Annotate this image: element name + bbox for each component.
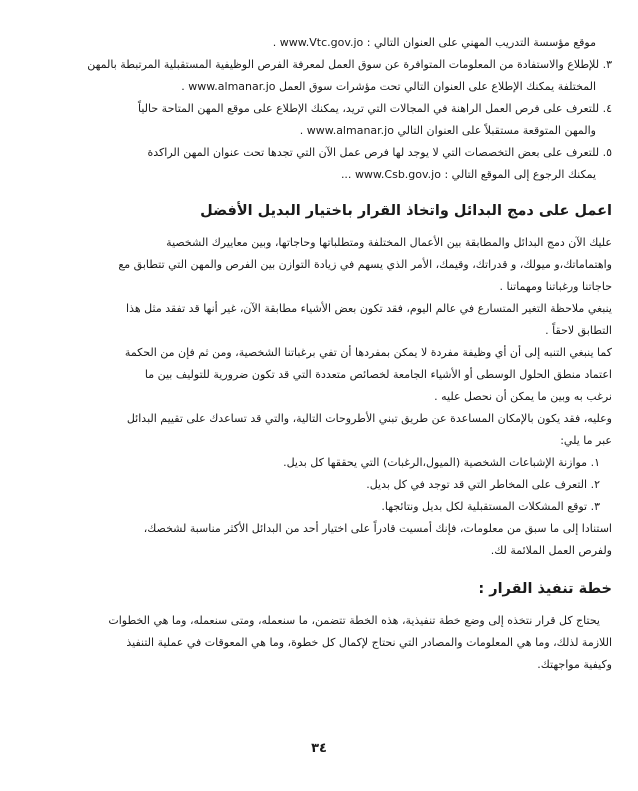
list-item: ٤. للتعرف على فرص العمل الراهنة في المجالات التي تريد، يمكنك الإطلاع على موقع المهن المتاحة حالياً xyxy=(138,102,612,115)
paragraph-line: نرغب به وبين ما يمكن أن نحصل عليه . xyxy=(434,390,612,403)
paragraph-line: اللازمة لذلك، وما هي المعلومات والمصادر التي نحتاج لإكمال كل خطوة، وما هي المعوقات في عملية التنفيذ xyxy=(126,636,612,649)
text-line: والمهن المتوقعة مستقبلاً على العنوان التالي www.almanar.jo . xyxy=(299,124,596,137)
paragraph-line: التطابق لاحقاً . xyxy=(545,324,612,337)
text-line: يمكنك الرجوع إلى الموقع التالي : www.Csb.gov.jo ... xyxy=(340,168,596,181)
section-heading: اعمل على دمج البدائل واتخاذ القرار باختيار البديل الأفضل xyxy=(200,203,612,219)
list-item: ٢. التعرف على المخاطر التي قد توجد في كل بديل. xyxy=(366,478,600,491)
list-item: ١. موازنة الإشباعات الشخصية (الميول،الرغبات) التي يحققها كل بديل. xyxy=(283,456,600,469)
paragraph-line: يحتاج كل قرار نتخذه إلى وضع خطة تنفيذية، هذه الخطة تتضمن، ما سنعمله، ومتى سنعمله، وما هي الخطوات xyxy=(108,614,600,627)
list-item: ٣. للإطلاع والاستفادة من المعلومات المتوافرة عن سوق العمل لمعرفة الفرص الوظيفية المستقبلية المرتبطة بالمهن xyxy=(87,58,612,71)
text-line: المختلفة يمكنك الإطلاع على العنوان التالي تحت مؤشرات سوق العمل www.almanar.jo . xyxy=(181,80,596,93)
paragraph-line: وكيفية مواجهتك. xyxy=(537,658,612,671)
section-merge-alternatives xyxy=(52,198,612,562)
paragraph-line: عبر ما يلي: xyxy=(560,434,612,447)
paragraph-line: اعتماد منطق الحلول الوسطى أو الأشياء الجامعة لخصائص متعددة التي قد تكون ضرورية للتوليف بين ما xyxy=(144,368,612,381)
paragraph-line: واهتماماتك،و ميولك، و قدراتك، وقيمك، الأمر الذي يسهم في زيادة التوازن بين الفرص والمهن التي تتطابق مع xyxy=(118,258,612,271)
paragraph-line: حاجاتنا ورغباتنا ومهماتنا . xyxy=(499,280,612,293)
section-decision-plan xyxy=(52,576,612,676)
page-number: ٣٤ xyxy=(311,741,327,756)
paragraph-line: عليك الآن دمج البدائل والمطابقة بين الأعمال المختلفة ومتطلباتها وحاجاتها، وبين معاييرك الشخصية xyxy=(166,236,612,249)
section-websites xyxy=(52,32,612,186)
paragraph-line: استنادا إلى ما سبق من معلومات، فإنك أمسيت قادراً على اختيار أحد من البدائل الأكثر مناسبة لشخصك، xyxy=(143,522,612,535)
list-item: ٣. توقع المشكلات المستقبلية لكل بديل ونتائجها. xyxy=(381,500,600,513)
text-line: موقع مؤسسة التدريب المهني على العنوان التالي : www.Vtc.gov.jo . xyxy=(272,36,596,49)
paragraph-line: ولفرص العمل الملائمة لك. xyxy=(490,544,612,557)
list-item: ٥. للتعرف على بعض التخصصات التي لا يوجد لها فرص عمل الآن التي تجدها تحت عنوان المهن الراكدة xyxy=(147,146,612,159)
document-page xyxy=(52,32,612,676)
paragraph-line: ينبغي ملاحظة التغير المتسارع في عالم اليوم، فقد تكون بعض الأشياء مطابقة الآن، غير أنها قد تفقد مثل هذا xyxy=(126,302,612,315)
section-heading: خطة تنفيذ القرار : xyxy=(478,581,612,597)
paragraph-line: كما ينبغي التنبه إلى أن أي وظيفة مفردة لا يمكن بمفردها أن تفي برغباتنا الشخصية، ومن ثم فإن من الحكمة xyxy=(124,346,612,359)
paragraph-line: وعليه، فقد يكون بالإمكان المساعدة عن طريق تبني الأطروحات التالية، والتي قد تساعدك على تقييم البدائل xyxy=(126,412,612,425)
